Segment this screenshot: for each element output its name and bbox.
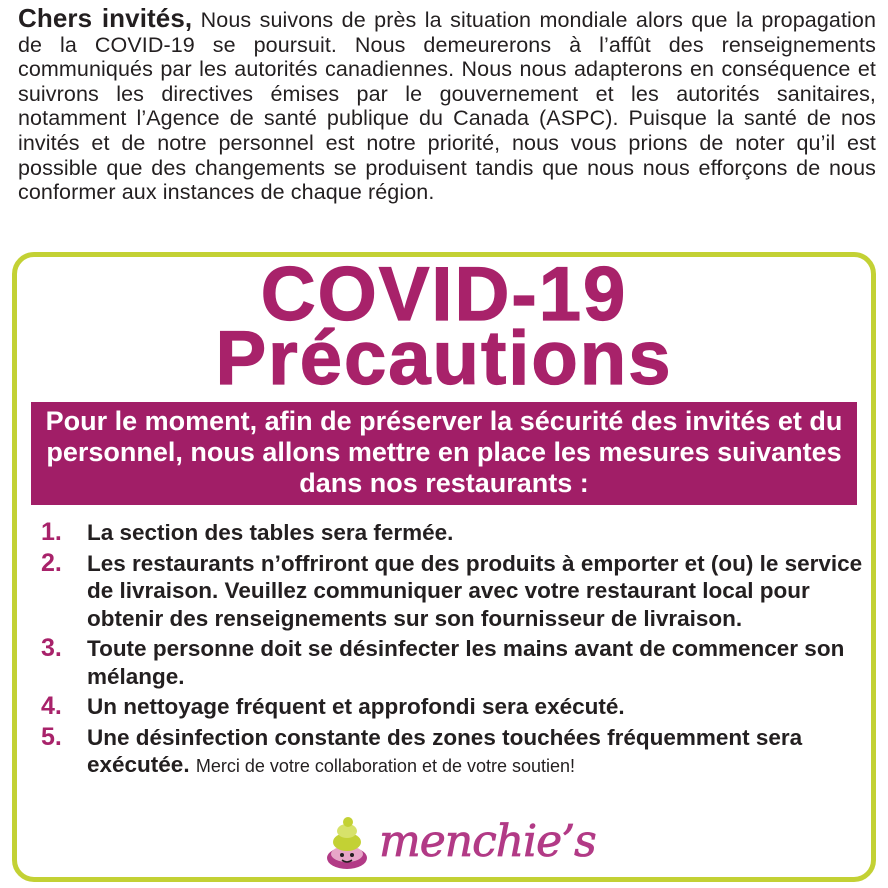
intro-paragraph bbox=[18, 3, 877, 205]
frozen-yogurt-mascot-icon bbox=[317, 812, 377, 872]
item-number: 5. bbox=[41, 722, 62, 751]
item-number: 4. bbox=[41, 692, 62, 720]
list-item bbox=[37, 693, 863, 721]
precautions-panel bbox=[12, 252, 876, 882]
item-number: 3. bbox=[41, 634, 62, 662]
item-text: Toute personne doit se désinfecter les mains avant de commencer son mélange. bbox=[87, 636, 845, 689]
intro-body: Nous suivons de près la situation mondiale alors que la propagation de la COVID-19 se poursuit. Nous demeurerons à l’affût des renseignements communiqués par les autorités canadiennes. Nous nous adapterons en conséquence et suivrons les directives émises par le gouvernement et les autorités sanitaires, notamment l’Agence de santé publique du Canada (ASPC). Puisque la santé de nos invités et de notre personnel est notre priorité, nous vous prions de noter qu’il est possible que des changements se produisent tandis que nous nous efforçons de nous conformer aux instances de chaque région. bbox=[18, 8, 877, 205]
logo-wordmark: menchie’s bbox=[379, 816, 596, 867]
item-text: Les restaurants n’offriront que des produits à emporter et (ou) le service de livraison. Veuillez communiquer avec votre restaurant local pour obtenir des renseignements sur son fournisseur de livraison. bbox=[87, 550, 863, 631]
list-item bbox=[37, 519, 863, 547]
page-title bbox=[17, 252, 871, 401]
menchies-logo bbox=[317, 812, 596, 872]
item-text: Un nettoyage fréquent et approfondi sera exécuté. bbox=[87, 694, 625, 719]
intro-lead: Chers invités, bbox=[18, 3, 193, 33]
item-text: La section des tables sera fermée. bbox=[87, 520, 454, 545]
item-number: 1. bbox=[41, 518, 62, 546]
list-item bbox=[37, 635, 863, 690]
thanks-note: Merci de votre collaboration et de votre soutien! bbox=[195, 756, 576, 776]
item-text: Une désinfection constante des zones touchées fréquemment sera exécutée. bbox=[87, 724, 803, 777]
list-item bbox=[37, 550, 863, 633]
title-line-1: COVID-19 bbox=[260, 252, 628, 337]
measures-banner: Pour le moment, afin de préserver la sécurité des invités et du personnel, nous allons mettre en place les mesures suivantes dans nos restaurants : bbox=[31, 402, 857, 505]
item-number: 2. bbox=[41, 548, 62, 577]
list-item bbox=[37, 724, 863, 781]
measures-list bbox=[37, 519, 863, 784]
title-line-2: Précautions bbox=[215, 316, 673, 401]
